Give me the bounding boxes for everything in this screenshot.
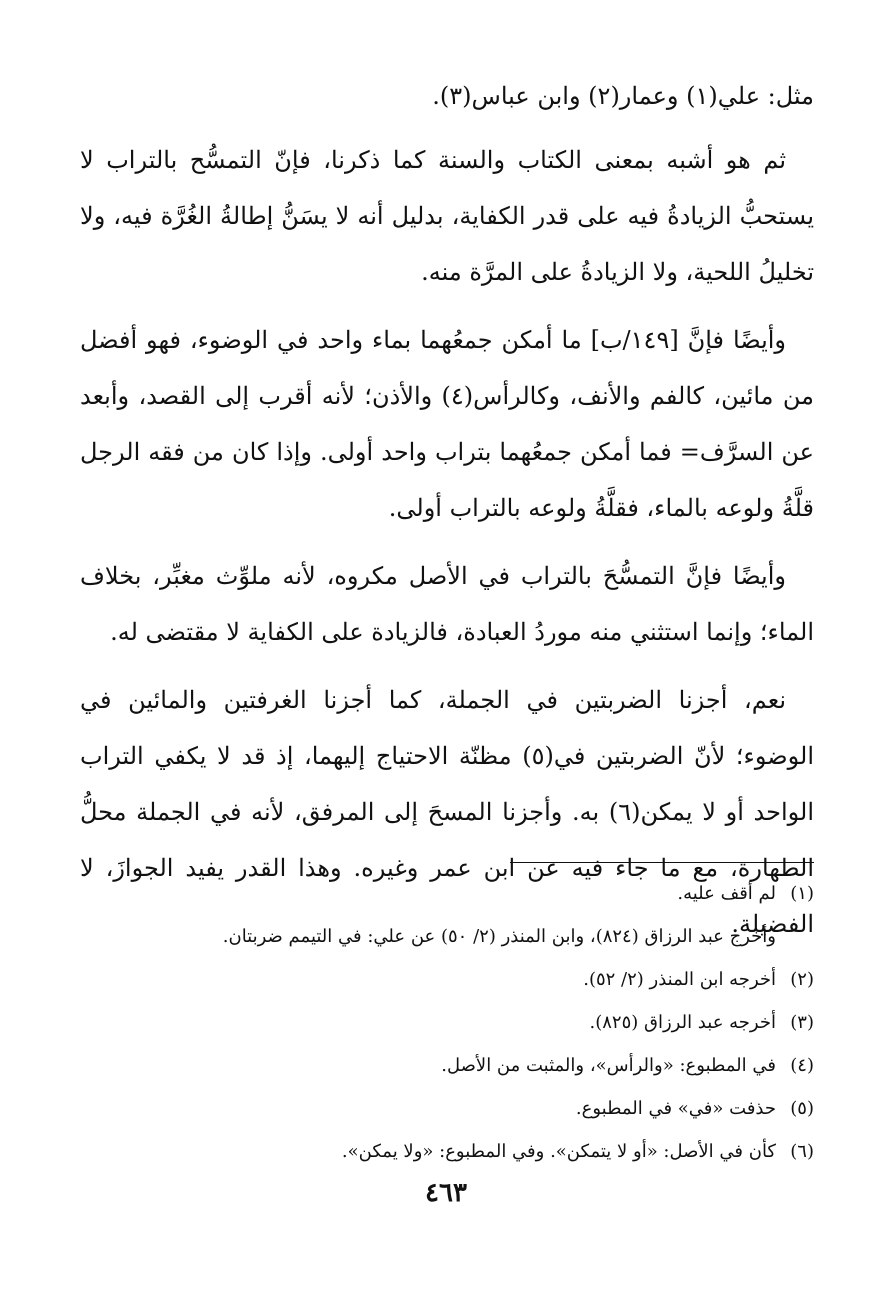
footnote-number: (٦) — [790, 1141, 814, 1162]
paragraph-2: ثم هو أشبه بمعنى الكتاب والسنة كما ذكرنا، فإنّ التمسُّح بالتراب لا يستحبُّ الزيادةُ فيه على قدر الكفاية، بدليل أنه لا يسَنُّ إطالةُ الغُرَّة فيه، ولا تخليلُ اللحية، ولا الزيادةُ على المرَّة منه. — [80, 146, 814, 286]
footnote-text: حذفت «في» في المطبوع. — [575, 1098, 776, 1119]
footnote-text: في المطبوع: «والرأس»، والمثبت من الأصل. — [441, 1055, 776, 1076]
footnote-text: أخرجه ابن المنذر (٢/ ٥٢). — [583, 969, 776, 990]
footnote-number: (٢) — [790, 969, 814, 990]
footnote-text: وأخرج عبد الرزاق (٨٢٤)، وابن المنذر (٢/ ٥٠) عن علي: في التيمم ضربتان. — [222, 926, 776, 947]
footnote-text: لم أقف عليه. — [677, 883, 776, 904]
footnote-5 — [80, 1087, 814, 1130]
page-number: ٤٦٣ — [425, 1178, 467, 1208]
paragraph-5: نعم، أجزنا الضربتين في الجملة، كما أجزنا الغرفتين والمائين في الوضوء؛ لأنّ الضربتين في(٥) مظنّة الاحتياج إليهما، إذ قد لا يكفي التراب الواحد أو لا يمكن(٦) به. وأجزنا المسحَ إلى المرفق، لأنه في الجملة محلُّ الطهارة، مع ما جاء فيه عن ابن عمر وغيره. وهذا القدر يفيد الجوازَ، لا الفضيلة. — [80, 686, 814, 938]
footnote-1-continued — [80, 915, 814, 958]
footnote-divider — [510, 862, 814, 863]
footnote-4 — [80, 1044, 814, 1087]
footnote-2 — [80, 958, 814, 1001]
footnote-3 — [80, 1001, 814, 1044]
footnote-number: (٣) — [790, 1012, 814, 1033]
footnote-text: كأن في الأصل: «أو لا يتمكن». وفي المطبوع: «ولا يمكن». — [341, 1141, 776, 1162]
footnote-number: (١) — [790, 883, 814, 904]
paragraph-3: وأيضًا فإنَّ [١٤٩/ب] ما أمكن جمعُهما بماء واحد في الوضوء، فهو أفضل من مائين، كالفم والأنف، وكالرأس(٤) والأذن؛ لأنه أقرب إلى القصد، وأبعد عن السرَّف= فما أمكن جمعُهما بتراب واحد أولى. وإذا كان من فقه الرجل قلَّةُ ولوعه بالماء، فقلَّةُ ولوعه بالتراب أولى. — [80, 326, 814, 522]
footnote-text: أخرجه عبد الرزاق (٨٢٥). — [589, 1012, 776, 1033]
footnote-1 — [80, 872, 814, 915]
paragraph-4: وأيضًا فإنَّ التمسُّحَ بالتراب في الأصل مكروه، لأنه ملوِّث مغبِّر، بخلاف الماء؛ وإنما استثني منه موردُ العبادة، فالزيادة على الكفاية لا مقتضى له. — [80, 562, 814, 646]
footnote-number: (٥) — [790, 1098, 814, 1119]
paragraph-1: مثل: علي(١) وعمار(٢) وابن عباس(٣). — [432, 82, 814, 110]
main-text — [80, 68, 814, 964]
footnotes — [80, 872, 814, 1173]
footnote-6 — [80, 1130, 814, 1173]
footnote-number: (٤) — [790, 1055, 814, 1076]
